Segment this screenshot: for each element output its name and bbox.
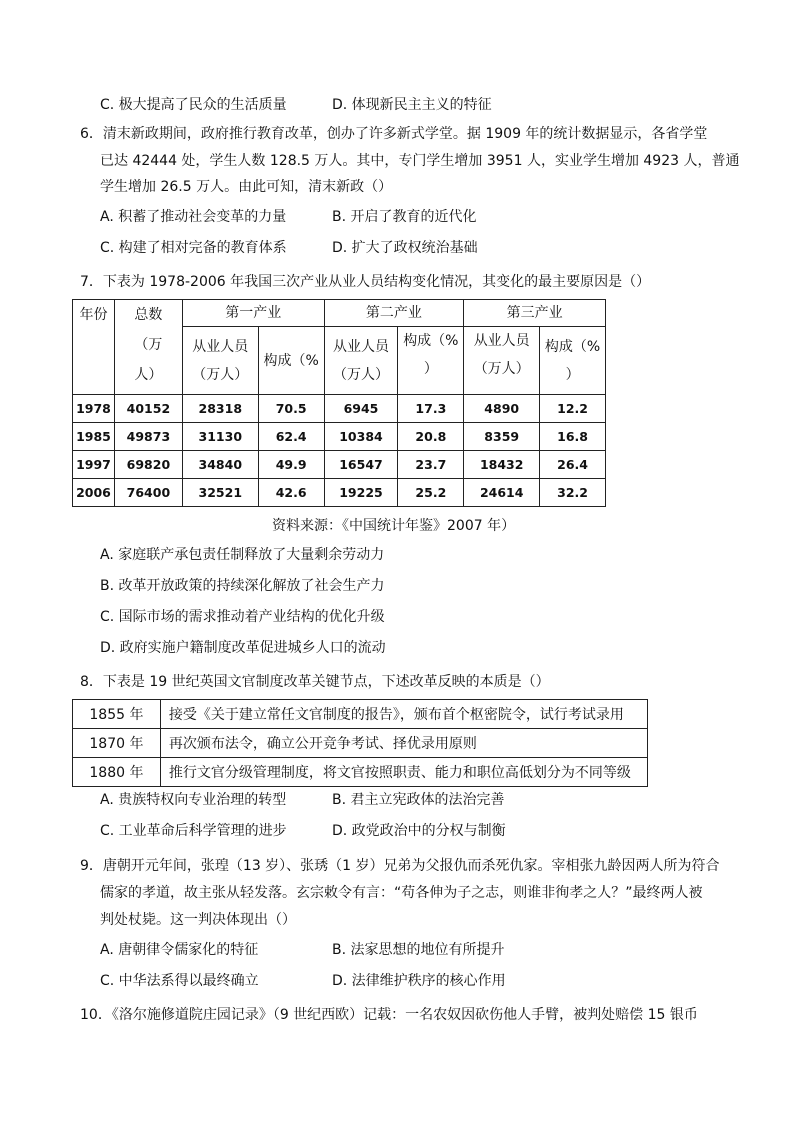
table-cell: 49.9: [258, 451, 324, 479]
table-cell: 6945: [324, 395, 398, 423]
q9-stem-line-1: 9．唐朝开元年间，张瑝（13 岁）、张琇（1 岁）兄弟为父报仇而杀死仇家。宰相张九龄因两人所为符合: [80, 858, 720, 874]
q10-stem: 10．《洛尔施修道院庄园记录》（9 世纪西欧）记载：一名农奴因砍伤他人手臂，被判处赔偿 15 银币: [80, 1007, 698, 1023]
table-cell: 31130: [182, 423, 258, 451]
q8-option-c: C. 工业革命后科学管理的进步: [100, 823, 287, 839]
table-cell: 28318: [182, 395, 258, 423]
table-cell: 接受《关于建立常任文官制度的报告》，颁布首个枢密院令，试行考试录用: [160, 700, 647, 729]
q9-option-c: C. 中华法系得以最终确立: [100, 973, 259, 989]
table-cell: 23.7: [398, 451, 464, 479]
q6-option-d: D. 扩大了政权统治基础: [332, 240, 478, 256]
table-cell: 26.4: [540, 451, 606, 479]
table-cell: 1997: [73, 451, 115, 479]
q8-option-b: B. 君主立宪政体的法治完善: [332, 792, 505, 808]
table-cell: 1870 年: [73, 729, 161, 758]
q7-table: [72, 299, 606, 507]
table-cell: 1855 年: [73, 700, 161, 729]
table-cell: 62.4: [258, 423, 324, 451]
table-cell: 69820: [114, 451, 182, 479]
q7-subheader-employees-1: 从业人员 （万人）: [182, 327, 258, 395]
table-cell: 20.8: [398, 423, 464, 451]
q7-subheader-ratio-3: 构成（% ）: [540, 327, 606, 395]
q7-header-primary: 第一产业: [182, 300, 324, 327]
q7-option-d: D. 政府实施户籍制度改革促进城乡人口的流动: [100, 640, 386, 656]
table-cell: 10384: [324, 423, 398, 451]
table-cell: 32.2: [540, 479, 606, 507]
q7-subheader-employees-3: 从业人员 （万人）: [464, 327, 540, 395]
table-cell: 2006: [73, 479, 115, 507]
table-cell: 1985: [73, 423, 115, 451]
table-cell: 49873: [114, 423, 182, 451]
q6-stem-line-1: 6．清末新政期间，政府推行教育改革，创办了许多新式学堂。据 1909 年的统计数据显示，各省学堂: [80, 126, 708, 142]
q6-option-c: C. 构建了相对完备的教育体系: [100, 240, 287, 256]
q7-source: 资料来源：《中国统计年鉴》2007 年）: [272, 518, 516, 534]
table-cell: 1880 年: [73, 758, 161, 787]
table-cell: 34840: [182, 451, 258, 479]
table-row: [73, 700, 648, 729]
table-row: [73, 423, 606, 451]
q6-option-a: A. 积蓄了推动社会变革的力量: [100, 209, 287, 225]
q6-stem-line-3: 学生增加 26.5 万人。由此可知，清末新政（）: [100, 179, 393, 195]
q6-stem-line-2: 已达 42444 处，学生人数 128.5 万人。其中，专门学生增加 3951 人，实业学生增加 4923 人，普通: [100, 153, 740, 169]
q5-option-c: C. 极大提高了民众的生活质量: [100, 97, 287, 113]
q9-option-d: D. 法律维护秩序的核心作用: [332, 973, 506, 989]
table-cell: 1978: [73, 395, 115, 423]
q7-option-a: A. 家庭联产承包责任制释放了大量剩余劳动力: [100, 547, 385, 563]
q7-header-year: 年份: [73, 300, 115, 395]
q7-subheader-employees-2: 从业人员 （万人）: [324, 327, 398, 395]
q9-stem-line-2: 儒家的孝道，故主张从轻发落。玄宗敕令有言：“苟各伸为子之志，则谁非徇孝之人？”最终两人被: [100, 885, 703, 901]
table-row: [73, 758, 648, 787]
table-cell: 18432: [464, 451, 540, 479]
table-cell: 4890: [464, 395, 540, 423]
q8-option-a: A. 贵族特权向专业治理的转型: [100, 792, 287, 808]
table-cell: 17.3: [398, 395, 464, 423]
q7-stem: 7．下表为 1978-2006 年我国三次产业从业人员结构变化情况，其变化的最主要原因是（）: [80, 274, 651, 290]
q7-header-total: 总数 （万 人）: [114, 300, 182, 395]
q7-subheader-ratio-1: 构成（%: [258, 327, 324, 395]
q7-header-secondary: 第二产业: [324, 300, 464, 327]
table-cell: 24614: [464, 479, 540, 507]
q9-option-b: B. 法家思想的地位有所提升: [332, 942, 505, 958]
table-cell: 8359: [464, 423, 540, 451]
table-row: [73, 729, 648, 758]
q9-stem-line-3: 判处杖毙。这一判决体现出（）: [100, 912, 296, 928]
q7-option-b: B. 改革开放政策的持续深化解放了社会生产力: [100, 578, 385, 594]
q8-table: [72, 699, 648, 787]
q7-header-tertiary: 第三产业: [464, 300, 606, 327]
table-row: [73, 451, 606, 479]
table-cell: 42.6: [258, 479, 324, 507]
q8-stem: 8．下表是 19 世纪英国文官制度改革关键节点，下述改革反映的本质是（）: [80, 674, 550, 690]
q8-option-d: D. 政党政治中的分权与制衡: [332, 823, 506, 839]
table-cell: 40152: [114, 395, 182, 423]
table-cell: 32521: [182, 479, 258, 507]
table-cell: 19225: [324, 479, 398, 507]
table-cell: 16547: [324, 451, 398, 479]
table-row: [73, 395, 606, 423]
q9-option-a: A. 唐朝律令儒家化的特征: [100, 942, 259, 958]
table-row: [73, 479, 606, 507]
table-cell: 16.8: [540, 423, 606, 451]
table-cell: 70.5: [258, 395, 324, 423]
q7-subheader-ratio-2: 构成（% ）: [398, 327, 464, 395]
table-cell: 25.2: [398, 479, 464, 507]
q5-option-d: D. 体现新民主主义的特征: [332, 97, 492, 113]
q6-option-b: B. 开启了教育的近代化: [332, 209, 477, 225]
table-cell: 12.2: [540, 395, 606, 423]
table-cell: 76400: [114, 479, 182, 507]
table-cell: 再次颁布法令，确立公开竞争考试、择优录用原则: [160, 729, 647, 758]
table-cell: 推行文官分级管理制度，将文官按照职责、能力和职位高低划分为不同等级: [160, 758, 647, 787]
q7-option-c: C. 国际市场的需求推动着产业结构的优化升级: [100, 609, 385, 625]
